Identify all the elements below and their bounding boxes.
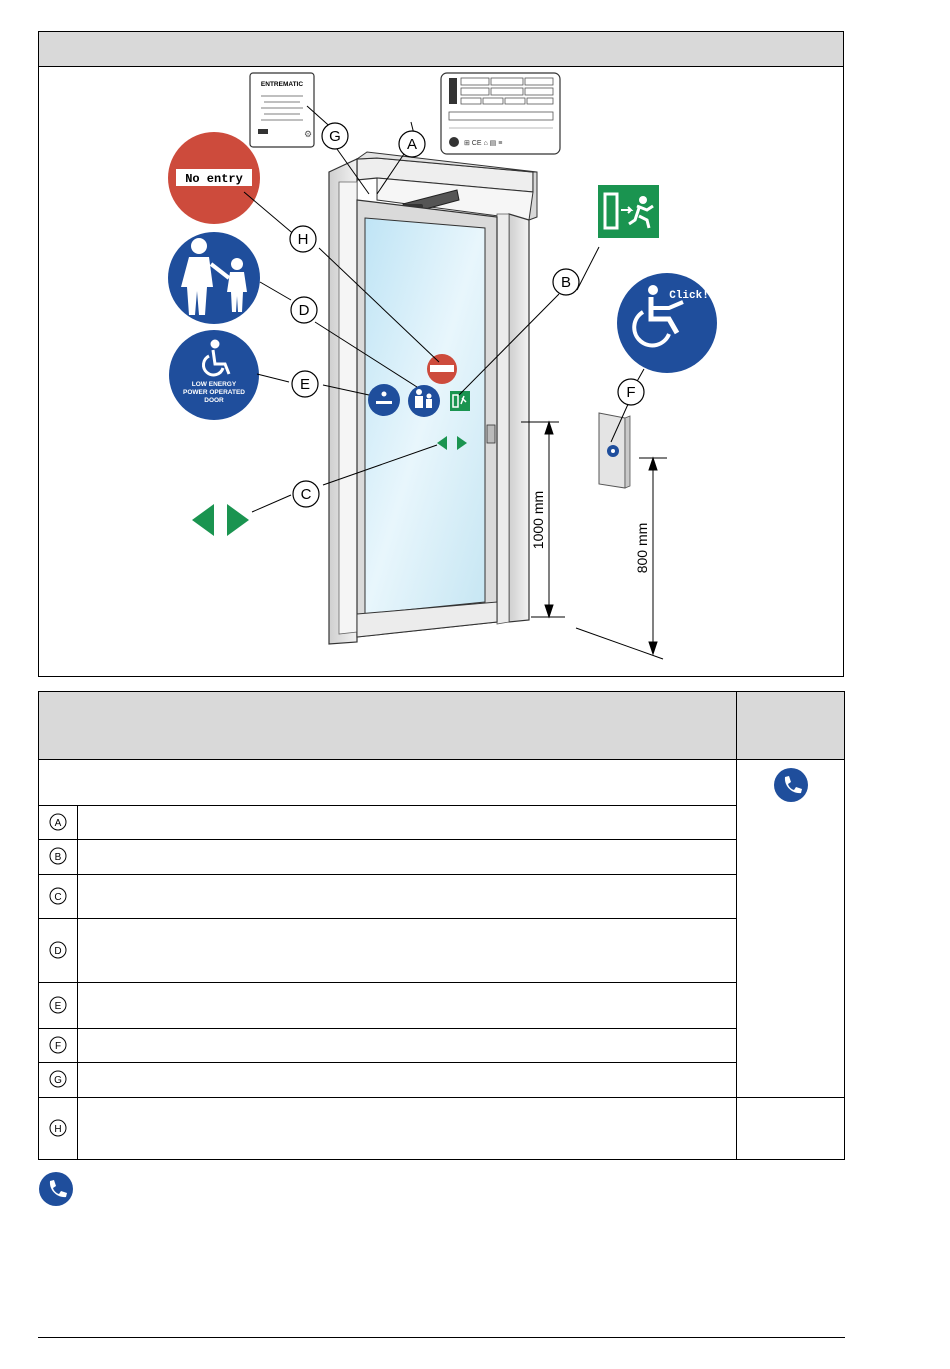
dimension-1000-label: 1000 mm	[530, 490, 546, 550]
sign-table	[38, 691, 845, 1160]
callout-h-text: H	[297, 231, 309, 248]
child-sign	[168, 232, 260, 324]
click-sign	[617, 273, 717, 373]
row-h-letter: H	[54, 1124, 62, 1135]
callout-g-text: G	[329, 128, 341, 145]
exit-sign	[598, 185, 659, 238]
table-col-divider	[736, 692, 737, 1159]
low-energy-line-1: LOW ENERGY	[191, 381, 237, 388]
low-energy-sign	[169, 330, 259, 420]
callout-h	[290, 226, 316, 252]
callout-d	[291, 297, 317, 323]
row-f-letter: F	[54, 1041, 62, 1052]
callout-b	[553, 269, 579, 295]
callout-f-text: F	[626, 384, 636, 401]
door-illustration	[39, 32, 845, 678]
low-energy-line-3: DOOR	[204, 397, 224, 404]
row-g-letter: G	[54, 1075, 62, 1086]
click-text: Click!	[669, 290, 709, 302]
svg-text:⊞ CE ⌂ ▤ ≡: ⊞ CE ⌂ ▤ ≡	[464, 140, 503, 147]
no-entry-sign	[168, 132, 260, 224]
table-header	[39, 692, 844, 759]
callout-a	[399, 131, 425, 157]
entrematic-label-title: ENTREMATIC	[260, 81, 304, 88]
callout-e	[292, 371, 318, 397]
row-e-letter: E	[54, 1001, 62, 1012]
arrow-sign	[192, 504, 249, 536]
figure-frame	[38, 31, 844, 677]
phone-icon	[773, 767, 809, 803]
callout-b-text: B	[560, 274, 572, 291]
callout-a-text: A	[406, 136, 418, 153]
callout-f	[618, 379, 644, 405]
rating-label	[441, 73, 560, 154]
push-button-panel	[599, 413, 630, 488]
callout-g	[322, 123, 348, 149]
row-d-letter: D	[54, 946, 62, 957]
row-a-letter: A	[54, 818, 62, 829]
callout-d-text: D	[298, 302, 310, 319]
dimension-800-label: 800 mm	[634, 522, 650, 574]
row-letter-column	[39, 805, 77, 1159]
svg-text:⚙: ⚙	[304, 129, 313, 139]
footer-rule	[38, 1337, 845, 1338]
callout-c-text: C	[300, 486, 312, 503]
row-b-letter: B	[54, 852, 62, 863]
entrematic-label	[250, 73, 314, 147]
no-entry-text: No entry	[185, 172, 243, 186]
note-phone-icon	[38, 1171, 74, 1207]
callout-e-text: E	[299, 376, 311, 393]
row-c-letter: C	[54, 892, 62, 903]
callout-c	[293, 481, 319, 507]
low-energy-line-2: POWER OPERATED	[183, 389, 245, 396]
